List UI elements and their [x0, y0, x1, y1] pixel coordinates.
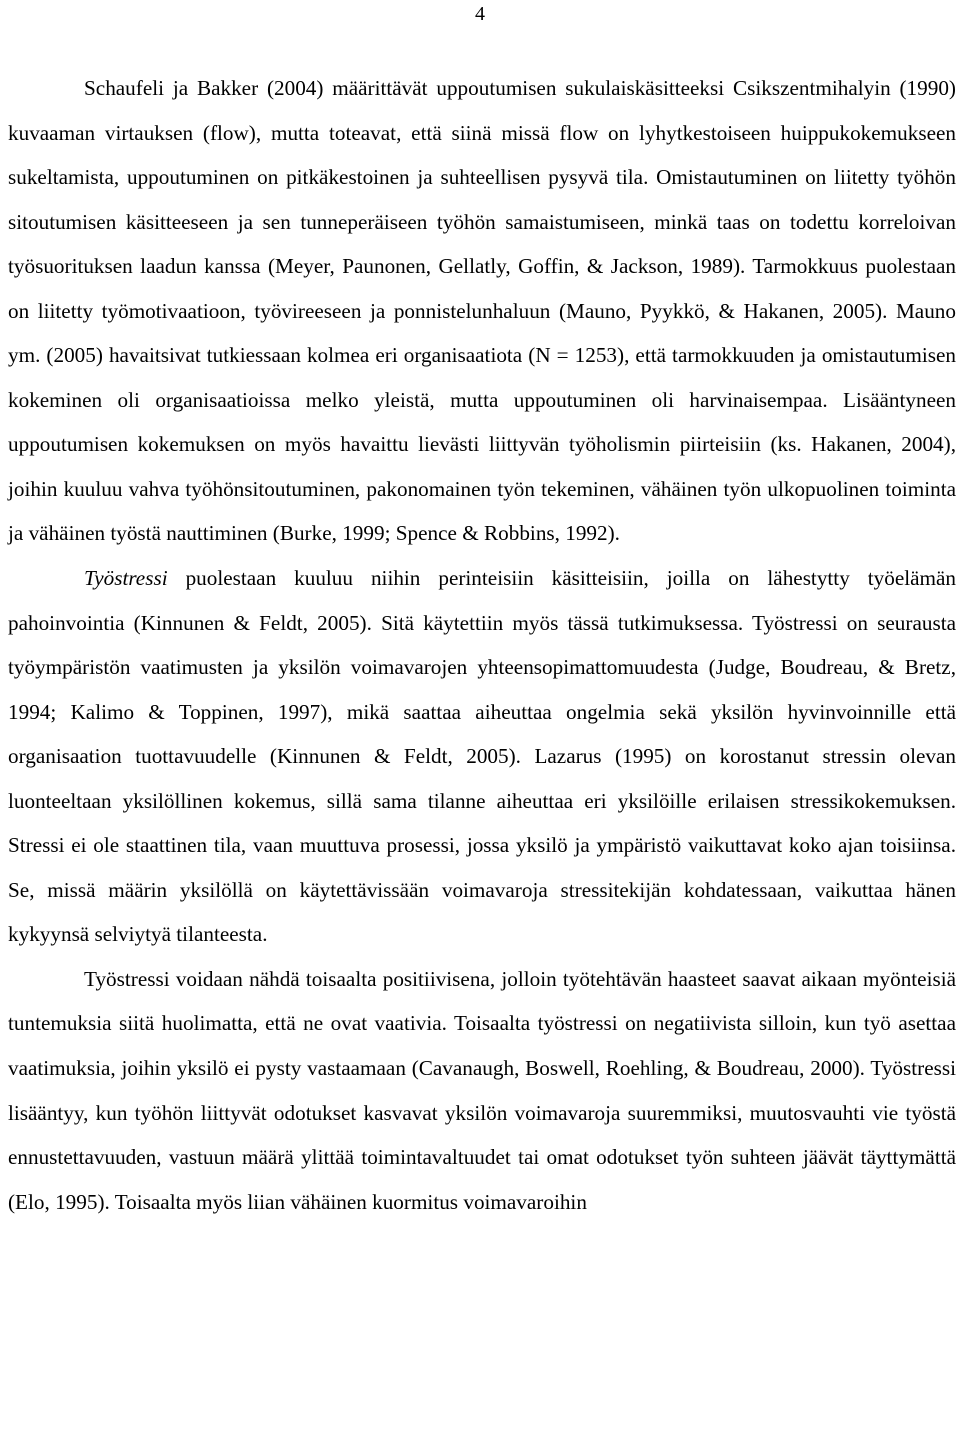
- body-text: [8, 66, 956, 1224]
- paragraph-work-stress-text: puolestaan kuuluu niihin perinteisiin käsitteisiin, joilla on lähestytty työelämän pahoinvointia (Kinnunen & Feldt, 2005). Sitä käytettiin myös tässä tutkimuksessa. Työstressi on seurausta työympäristön vaatimusten ja yksilön voimavarojen yhteensopimattomuudesta (Judge, Boudreau, & Bretz, 1994; Kalimo & Toppinen, 1997), mikä saattaa aiheuttaa ongelmia sekä yksilön hyvinvoinnille että organisaation tuottavuudelle (Kinnunen & Feldt, 2005). Lazarus (1995) on korostanut stressin olevan luonteeltaan yksilöllinen kokemus, sillä sama tilanne aiheuttaa eri yksilöille erilaisen stressikokemuksen. Stressi ei ole staattinen tila, vaan muuttuva prosessi, jossa yksilö ja ympäristö vaikuttavat koko ajan toisiinsa. Se, missä määrin yksilöllä on käytettävissään voimavaroja stressitekijän kohdatessaan, vaikuttaa hänen kykyynsä selviytyä tilanteesta.: [8, 566, 956, 947]
- page-number: 4: [475, 3, 485, 25]
- paragraph-engagement: Schaufeli ja Bakker (2004) määrittävät uppoutumisen sukulaiskäsitteeksi Csikszentmihalyin (1990) kuvaaman virtauksen (flow), mutta toteavat, että siinä missä flow on lyhytkestoiseen huippukokemukseen sukeltamista, uppoutuminen on pitkäkestoinen ja suhteellisen pysyvä tila. Omistautuminen on liitetty työhön sitoutumisen käsitteeseen ja sen tunneperäiseen työhön samaistumiseen, minkä taas on todettu korreloivan työsuorituksen laadun kanssa (Meyer, Paunonen, Gellatly, Goffin, & Jackson, 1989). Tarmokkuus puolestaan on liitetty työmotivaatioon, työvireeseen ja ponnistelunhaluun (Mauno, Pyykkö, & Hakanen, 2005). Mauno ym. (2005) havaitsivat tutkiessaan kolmea eri organisaatiota (N = 1253), että tarmokkuuden ja omistautumisen kokeminen oli organisaatioissa melko yleistä, mutta uppoutuminen oli harvinaisempaa. Lisääntyneen uppoutumisen kokemuksen on myös havaittu lievästi liittyvän työholismin piirteisiin (ks. Hakanen, 2004), joihin kuuluu vahva työhönsitoutuminen, pakonomainen työn tekeminen, vähäinen työn ulkopuolinen toiminta ja vähäinen työstä nauttiminen (Burke, 1999; Spence & Robbins, 1992).: [8, 76, 956, 546]
- paragraph-work-stress-positive-negative: Työstressi voidaan nähdä toisaalta positiivisena, jolloin työtehtävän haasteet saavat aikaan myönteisiä tuntemuksia siitä huolimatta, että ne ovat vaativia. Toisaalta työstressi on negatiivista silloin, kun työ asettaa vaatimuksia, joihin yksilö ei pysty vastaamaan (Cavanaugh, Boswell, Roehling, & Boudreau, 2000). Työstressi lisääntyy, kun työhön liittyvät odotukset kasvavat yksilön voimavaroja suuremmiksi, muutosvauhti vie työstä ennustettavuuden, vastuun määrä ylittää toimintavaltuudet tai omat odotukset työn suhteen jäävät täyttymättä (Elo, 1995). Toisaalta myös liian vähäinen kuormitus voimavaroihin: [8, 966, 956, 1214]
- term-tyostressi: Työstressi: [84, 566, 168, 591]
- paragraph-work-stress-definition: [8, 556, 956, 957]
